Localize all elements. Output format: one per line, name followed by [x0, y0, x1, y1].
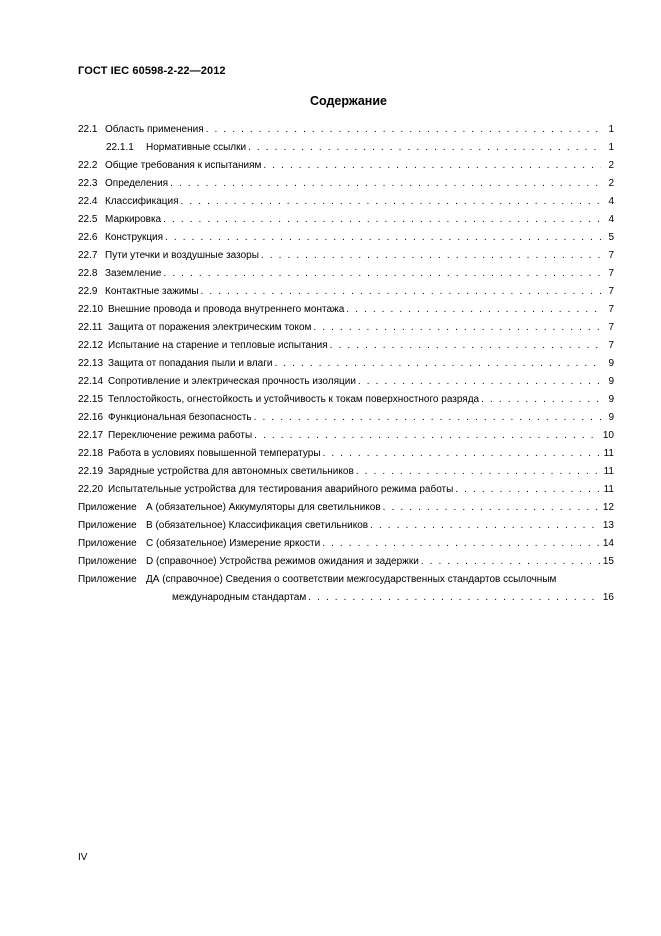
dot-leader — [274, 355, 601, 373]
toc-entry-page: 9 — [608, 412, 614, 423]
toc-entry-page: 7 — [608, 304, 614, 315]
toc-entry[interactable] — [78, 283, 614, 301]
appendix-title-continuation: международным стандартам — [172, 592, 307, 603]
toc-entry-number: 22.18 — [78, 448, 104, 459]
toc-appendix-entry[interactable] — [78, 517, 614, 535]
toc-entry-title: Классификация — [105, 196, 179, 207]
toc-entry[interactable] — [78, 175, 614, 193]
toc-entry[interactable] — [78, 265, 614, 283]
toc-entry-page: 9 — [608, 376, 614, 387]
appendix-title: D (справочное) Устройства режимов ожидания и задержки — [146, 556, 419, 567]
toc-entry-title: Испытательные устройства для тестирования аварийного режима работы — [108, 484, 454, 495]
toc-entry-number: 22.4 — [78, 196, 98, 207]
toc-entry[interactable] — [78, 355, 614, 373]
appendix-label: Приложение — [78, 538, 137, 549]
toc-entry[interactable] — [78, 211, 614, 229]
dot-leader — [163, 211, 601, 229]
dot-leader — [322, 535, 600, 553]
toc-entry[interactable] — [78, 121, 614, 139]
toc-entry-page: 2 — [608, 160, 614, 171]
dot-leader — [248, 139, 601, 157]
dot-leader — [206, 121, 601, 139]
toc-entry-page: 5 — [608, 232, 614, 243]
toc-entry-page: 7 — [608, 322, 614, 333]
toc-entry[interactable] — [78, 301, 614, 319]
toc-entry-title: Внешние провода и провода внутреннего монтажа — [108, 304, 345, 315]
appendix-title: ДА (справочное) Сведения о соответствии межгосударственных стандартов ссылочным — [146, 574, 557, 585]
toc-entry-page: 7 — [608, 340, 614, 351]
toc-entry-number: 22.5 — [78, 214, 98, 225]
toc-entry-number: 22.15 — [78, 394, 104, 405]
toc-entry-title: Переключение режима работы — [108, 430, 253, 441]
toc-entry-title: Сопротивление и электрическая прочность изоляции — [108, 376, 356, 387]
toc-entry-number: 22.8 — [78, 268, 98, 279]
dot-leader — [181, 193, 601, 211]
dot-leader — [383, 499, 600, 517]
toc-entry-number: 22.13 — [78, 358, 104, 369]
page-title: Содержание — [309, 94, 387, 108]
toc-entry[interactable] — [78, 463, 614, 481]
toc-entry-page: 11 — [603, 448, 614, 459]
toc-entry-number: 22.11 — [78, 322, 103, 333]
toc-appendix-entry[interactable] — [78, 535, 614, 553]
toc-entry-number: 22.1 — [78, 124, 98, 135]
toc-entry-number: 22.6 — [78, 232, 98, 243]
toc-entry-page: 4 — [608, 214, 614, 225]
toc-entry-title: Испытание на старение и тепловые испытания — [108, 340, 328, 351]
appendix-page: 15 — [602, 556, 614, 567]
toc-appendix-entry[interactable] — [78, 499, 614, 517]
appendix-label: Приложение — [78, 502, 137, 513]
toc-entry-page: 1 — [608, 142, 614, 153]
toc-entry-number: 22.7 — [78, 250, 98, 261]
table-of-contents — [78, 121, 614, 606]
appendix-page: 12 — [602, 502, 614, 513]
toc-entry[interactable] — [78, 247, 614, 265]
document-code: ГОСТ IEC 60598-2-22—2012 — [78, 65, 226, 77]
toc-entry-title: Контактные зажимы — [105, 286, 199, 297]
toc-entry[interactable] — [78, 481, 614, 499]
dot-leader — [263, 157, 601, 175]
toc-entry[interactable] — [78, 139, 614, 157]
appendix-page: 13 — [602, 520, 614, 531]
toc-entry-page: 7 — [608, 250, 614, 261]
dot-leader — [254, 409, 601, 427]
toc-entry[interactable] — [78, 337, 614, 355]
dot-leader — [254, 427, 600, 445]
toc-appendix-entry[interactable] — [78, 571, 614, 589]
toc-entry[interactable] — [78, 229, 614, 247]
toc-entry-page: 9 — [608, 394, 614, 405]
dot-leader — [170, 175, 601, 193]
toc-entry-page: 4 — [608, 196, 614, 207]
toc-entry[interactable] — [78, 391, 614, 409]
appendix-page: 16 — [602, 592, 614, 603]
toc-entry-number: 22.14 — [78, 376, 104, 387]
toc-entry[interactable] — [78, 193, 614, 211]
toc-entry-number: 22.16 — [78, 412, 104, 423]
toc-entry[interactable] — [78, 445, 614, 463]
dot-leader — [421, 553, 600, 571]
toc-entry-number: 22.2 — [78, 160, 98, 171]
dot-leader — [370, 517, 600, 535]
toc-entry-title: Защита от поражения электрическим током — [108, 322, 312, 333]
toc-entry[interactable] — [78, 409, 614, 427]
dot-leader — [330, 337, 601, 355]
toc-entry-title: Конструкция — [105, 232, 164, 243]
appendix-label: Приложение — [78, 574, 137, 585]
dot-leader — [308, 589, 600, 607]
toc-entry-number: 22.3 — [78, 178, 98, 189]
toc-entry[interactable] — [78, 319, 614, 337]
appendix-label: Приложение — [78, 556, 137, 567]
toc-entry-number: 22.9 — [78, 286, 98, 297]
toc-entry[interactable] — [78, 157, 614, 175]
toc-entry-number: 22.10 — [78, 304, 104, 315]
dot-leader — [323, 445, 601, 463]
toc-entry-number: 22.19 — [78, 466, 104, 477]
toc-entry-number: 22.20 — [78, 484, 104, 495]
dot-leader — [481, 391, 601, 409]
toc-entry-page: 10 — [602, 430, 614, 441]
toc-entry[interactable] — [78, 427, 614, 445]
toc-entry-title: Область применения — [105, 124, 204, 135]
toc-entry-title: Нормативные ссылки — [146, 142, 247, 153]
dot-leader — [346, 301, 601, 319]
toc-entry-page: 7 — [608, 286, 614, 297]
dot-leader — [358, 373, 601, 391]
dot-leader — [163, 265, 601, 283]
dot-leader — [455, 481, 600, 499]
toc-entry-page: 7 — [608, 268, 614, 279]
appendix-title: С (обязательное) Измерение яркости — [146, 538, 321, 549]
appendix-label: Приложение — [78, 520, 137, 531]
toc-entry-title: Теплостойкость, огнестойкость и устойчивость к токам поверхностного разряда — [108, 394, 480, 405]
dot-leader — [201, 283, 601, 301]
dot-leader — [165, 229, 601, 247]
toc-entry-page: 1 — [608, 124, 614, 135]
toc-appendix-continuation[interactable] — [78, 589, 614, 606]
toc-entry-title: Функциональная безопасность — [108, 412, 252, 423]
toc-entry[interactable] — [78, 373, 614, 391]
toc-appendix-entry[interactable] — [78, 553, 614, 571]
dot-leader — [356, 463, 601, 481]
toc-entry-page: 11 — [603, 466, 614, 477]
toc-entry-title: Определения — [105, 178, 169, 189]
appendix-page: 14 — [602, 538, 614, 549]
toc-entry-title: Маркировка — [105, 214, 162, 225]
appendix-title: А (обязательное) Аккумуляторы для светильников — [146, 502, 381, 513]
toc-entry-title: Зарядные устройства для автономных светильников — [108, 466, 354, 477]
dot-leader — [313, 319, 601, 337]
toc-entry-title: Защита от попадания пыли и влаги — [108, 358, 273, 369]
page-number: IV — [78, 852, 88, 863]
toc-entry-number: 22.12 — [78, 340, 104, 351]
appendix-title: В (обязательное) Классификация светильников — [146, 520, 369, 531]
toc-entry-title: Пути утечки и воздушные зазоры — [105, 250, 259, 261]
dot-leader — [261, 247, 601, 265]
toc-entry-number: 22.17 — [78, 430, 104, 441]
toc-entry-number: 22.1.1 — [106, 142, 134, 153]
toc-entry-page: 11 — [603, 484, 614, 495]
toc-entry-title: Работа в условиях повышенной температуры — [108, 448, 321, 459]
toc-entry-page: 2 — [608, 178, 614, 189]
toc-entry-page: 9 — [608, 358, 614, 369]
toc-entry-title: Заземление — [105, 268, 162, 279]
toc-entry-title: Общие требования к испытаниям — [105, 160, 262, 171]
